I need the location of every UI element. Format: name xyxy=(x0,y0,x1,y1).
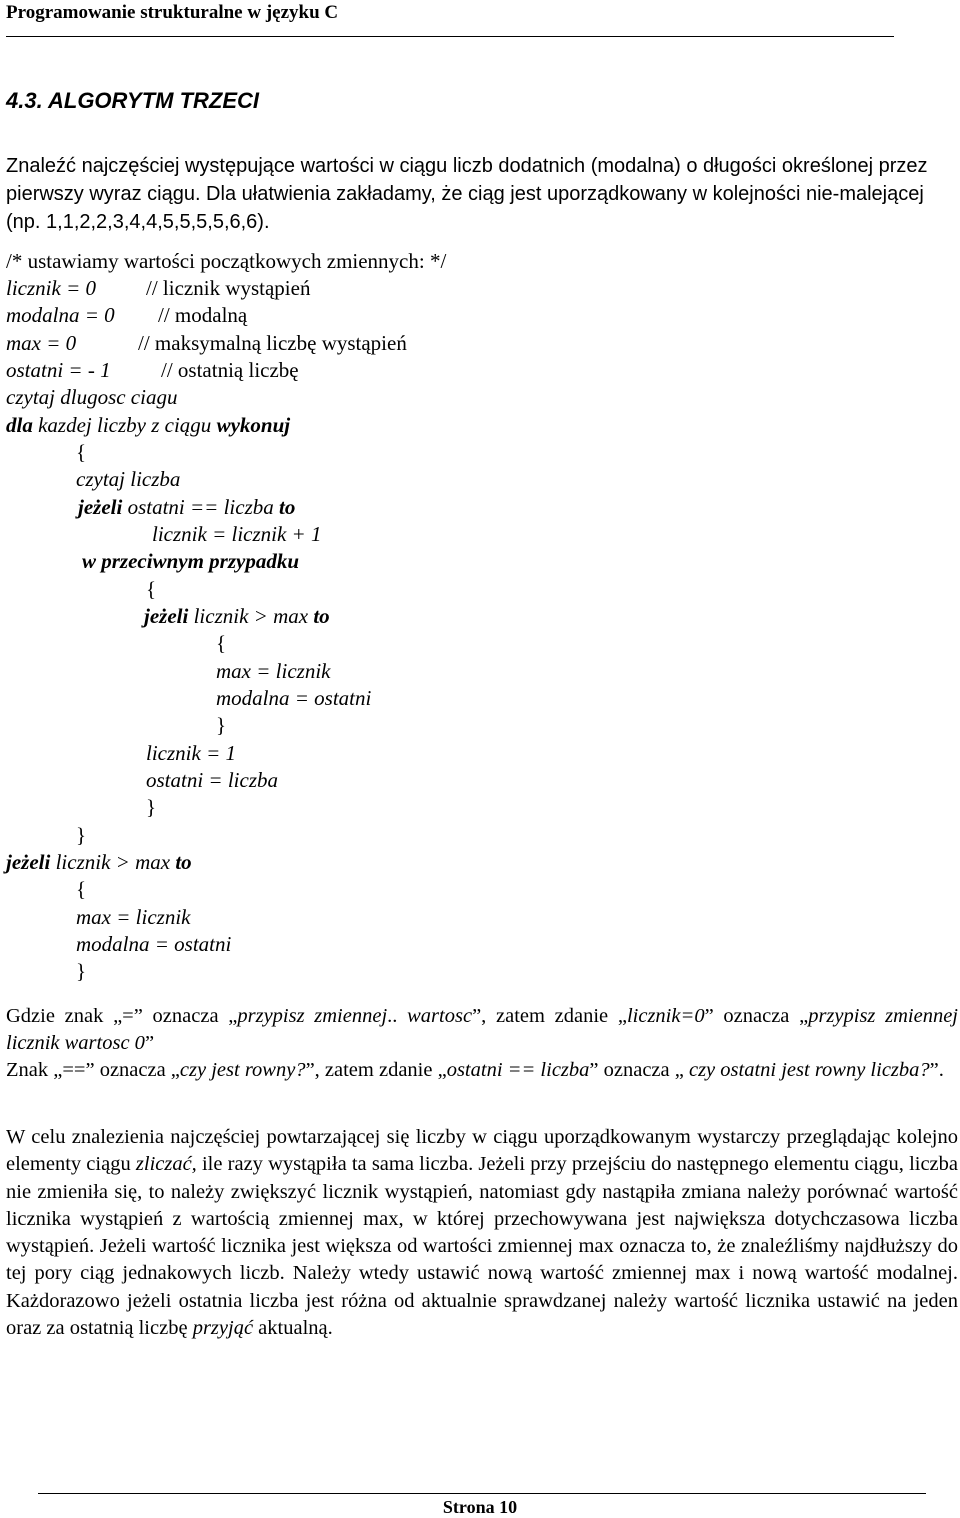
code-text: ostatni = - 1 xyxy=(6,358,111,382)
running-header: Programowanie strukturalne w języku C xyxy=(6,2,339,23)
keyword-to: to xyxy=(175,850,192,874)
brace-close: } xyxy=(146,795,157,819)
text-run: czy jest rowny? xyxy=(179,1059,306,1081)
code-line-assign-max: max = licznik xyxy=(216,659,331,683)
code-line-final-assign-modalna: modalna = ostatni xyxy=(76,932,232,956)
text-run: W celu znalezienia najczęściej powtarzającej się liczby w ciągu uporządkowanym wystarczy przeglądając kolejno elementy ciągu xyxy=(6,1126,958,1176)
keyword-to: to xyxy=(313,604,330,628)
code-text: licznik > max xyxy=(193,604,309,628)
brace-open: { xyxy=(76,877,87,901)
keyword-jezeli: jeżeli xyxy=(144,604,189,628)
code-text: ostatni == liczba xyxy=(127,495,274,519)
footer-rule xyxy=(38,1493,926,1494)
text-run: Gdzie znak „=” oznacza „ xyxy=(6,1005,238,1027)
text-run: czy ostatni jest rowny liczba? xyxy=(688,1059,930,1081)
code-text: licznik > max xyxy=(55,850,171,874)
text-run: ” oznacza „ xyxy=(704,1005,809,1027)
code-line-modalna-init xyxy=(6,302,115,328)
code-text: kazdej liczby z ciągu xyxy=(38,413,212,437)
text-run: aktualną. xyxy=(253,1317,333,1340)
text-run: wartosc xyxy=(407,1005,473,1027)
text-run: ”. xyxy=(929,1059,944,1081)
keyword-jezeli: jeżeli xyxy=(6,850,51,874)
code-line-if-equal xyxy=(78,494,295,520)
compare-explanation xyxy=(6,1057,958,1084)
brace-close: } xyxy=(216,713,227,737)
description-text xyxy=(6,1124,958,1342)
brace-open: { xyxy=(76,440,87,464)
code-comment-licznik: // licznik wystąpień xyxy=(146,276,311,300)
code-line-read-length: czytaj dlugosc ciagu xyxy=(6,385,178,409)
intro-text: Znaleźć najczęściej występujące wartości w ciągu liczb dodatnich (modalna) o długości określonej przez pierwszy wyraz ciągu. Dla ułatwienia zakładamy, że ciąg jest uporządkowany w kolejności nie-malejącej (np. 1,1,2,2,3,4,4,5,5,5,5,6,6). xyxy=(6,155,928,233)
code-line-max-init xyxy=(6,330,76,356)
text-run: ” xyxy=(144,1032,155,1054)
brace-close: } xyxy=(76,959,87,983)
text-run: przyjąć xyxy=(192,1317,254,1340)
assign-explanation xyxy=(6,1003,958,1057)
code-comment-init: /* ustawiamy wartości początkowych zmiennych: */ xyxy=(6,249,447,273)
text-run: przypisz zmiennej licznik wartosc 0 xyxy=(6,1005,958,1054)
text-run: zliczać, xyxy=(135,1153,197,1176)
code-comment-max: // maksymalną liczbę wystąpień xyxy=(138,331,407,355)
brace-open: { xyxy=(146,577,157,601)
code-text: modalna = 0 xyxy=(6,303,115,327)
code-text: licznik = 0 xyxy=(6,276,96,300)
code-line-final-assign-max: max = licznik xyxy=(76,905,191,929)
brace-open: { xyxy=(216,631,227,655)
text-run: ”, zatem zdanie „ xyxy=(472,1005,627,1027)
text-run: ostatni == liczba xyxy=(446,1059,590,1081)
code-line-read-number: czytaj liczba xyxy=(76,467,181,491)
code-line-licznik-init xyxy=(6,275,96,301)
keyword-to: to xyxy=(279,495,296,519)
operator-explanation xyxy=(6,1003,958,1084)
code-line-if-greater xyxy=(144,603,330,629)
text-run: ”, zatem zdanie „ xyxy=(305,1059,447,1081)
text-run: Znak „==” oznacza „ xyxy=(6,1059,180,1081)
section-heading: 4.3. ALGORYTM TRZECI xyxy=(6,88,260,113)
text-run: ile razy wystąpiła ta sama liczba. Jeżeli przy przejściu do następnego elementu ciągu, liczba nie zmieniła się, to należy zwiększyć licznik wystąpień, natomiast gdy nastąpiła zmiana należy porównać wartość licznika wystąpień z wartością zmiennej max, w której przechowywana jest największa dotychczasowa liczba wystąpień. Jeżeli wartość licznika jest większa od wartości zmiennej max oznacza to, że znaleźliśmy najdłuższy do tej pory ciąg jednakowych liczb. Należy wtedy ustawić nową wartość zmiennej max i nową wartość modalnej. Każdorazowo jeżeli ostatnia liczba jest różna od aktualnie sprawdzanej należy wartość licznika ustawić na jeden oraz za ostatnią liczbę xyxy=(6,1153,959,1340)
code-line-else: w przeciwnym przypadku xyxy=(82,549,300,573)
keyword-dla: dla xyxy=(6,413,33,437)
code-line-assign-modalna: modalna = ostatni xyxy=(216,686,372,710)
intro-paragraph xyxy=(6,152,956,236)
page-number: Strona 10 xyxy=(442,1497,518,1517)
text-run: licznik=0 xyxy=(626,1005,705,1027)
text-run: przypisz zmiennej xyxy=(237,1005,388,1027)
code-text: max = 0 xyxy=(6,331,77,355)
algorithm-description xyxy=(6,1124,958,1342)
code-comment-modalna: // modalną xyxy=(158,303,248,327)
code-line-increment: licznik = licznik + 1 xyxy=(152,522,322,546)
text-run: ” oznacza „ xyxy=(589,1059,689,1081)
code-line-reset-licznik: licznik = 1 xyxy=(146,741,236,765)
header-rule xyxy=(6,36,894,37)
text-run: .. xyxy=(387,1005,408,1027)
code-line-ostatni-init xyxy=(6,357,111,383)
keyword-wykonuj: wykonuj xyxy=(216,413,291,437)
code-line-for-each xyxy=(6,412,290,438)
keyword-jezeli: jeżeli xyxy=(78,495,123,519)
brace-close: } xyxy=(76,823,87,847)
code-line-assign-ostatni: ostatni = liczba xyxy=(146,768,279,792)
code-comment-ostatni: // ostatnią liczbę xyxy=(161,358,299,382)
code-line-final-if xyxy=(6,849,192,875)
